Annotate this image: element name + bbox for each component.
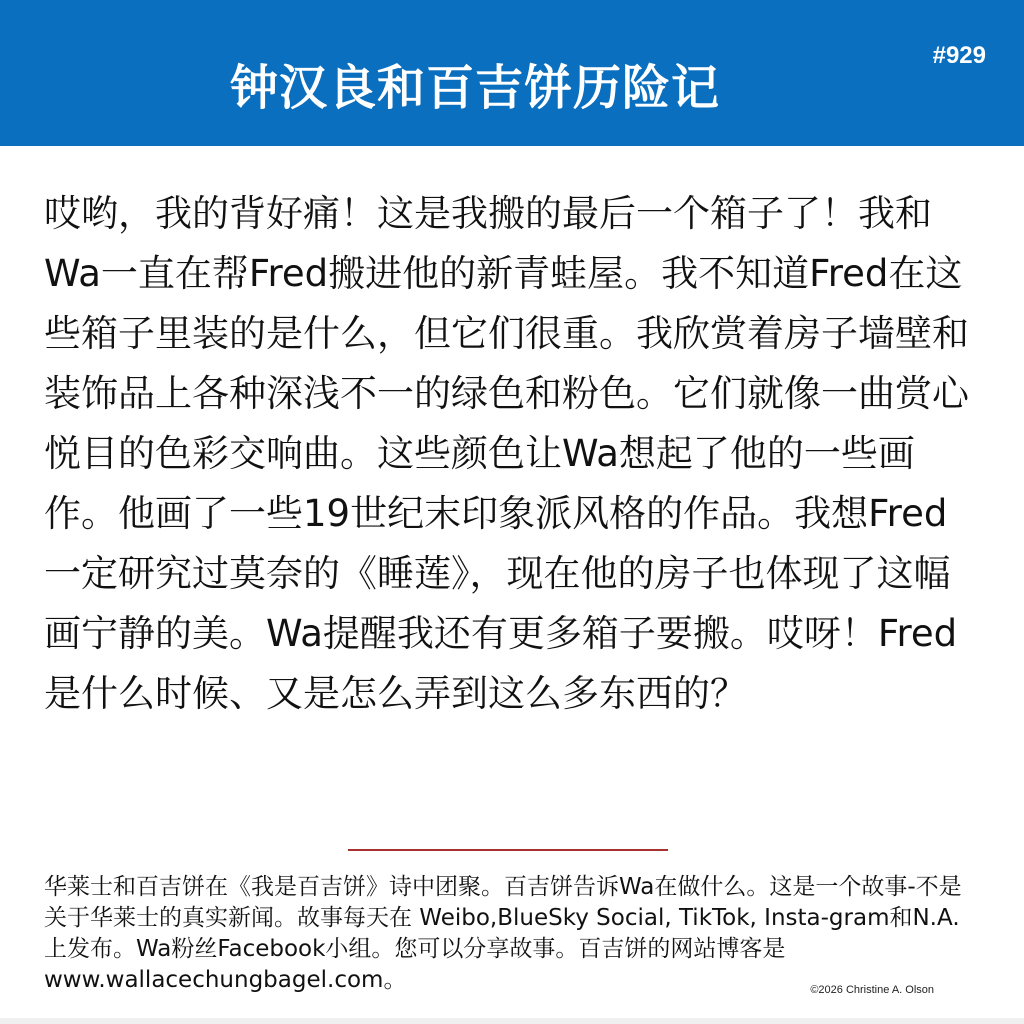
divider-line [348,849,668,851]
bottom-band [0,1018,1024,1024]
footer-note: 华莱士和百吉饼在《我是百吉饼》诗中团聚。百吉饼告诉Wa在做什么。这是一个故事-不是关于华莱士的真实新闻。故事每天在 Weibo,BlueSky Social, TikTok, Insta-gram和N.A.上发布。Wa粉丝Facebook小组。您可以分享故事。百吉饼的网站博客是www.wallacechungbagel.com。 [44,874,962,993]
story-text: 哎哟，我的背好痛！这是我搬的最后一个箱子了！我和Wa一直在帮Fred搬进他的新青蛙屋。我不知道Fred在这些箱子里装的是什么，但它们很重。我欣赏着房子墙壁和装饰品上各种深浅不一的绿色和粉色。它们就像一曲赏心悦目的色彩交响曲。这些颜色让Wa想起了他的一些画作。他画了一些19世纪末印象派风格的作品。我想Fred一定研究过莫奈的《睡莲》，现在他的房子也体现了这幅画宁静的美。Wa提醒我还有更多箱子要搬。哎呀！Fred是什么时候、又是怎么弄到这么多东西的？ [44,192,969,715]
header-banner [0,0,1024,146]
copyright-notice: ©2026 Christine A. Olson [810,984,934,996]
page-title: 钟汉良和百吉饼历险记 [229,60,720,116]
episode-number: #929 [932,42,986,69]
